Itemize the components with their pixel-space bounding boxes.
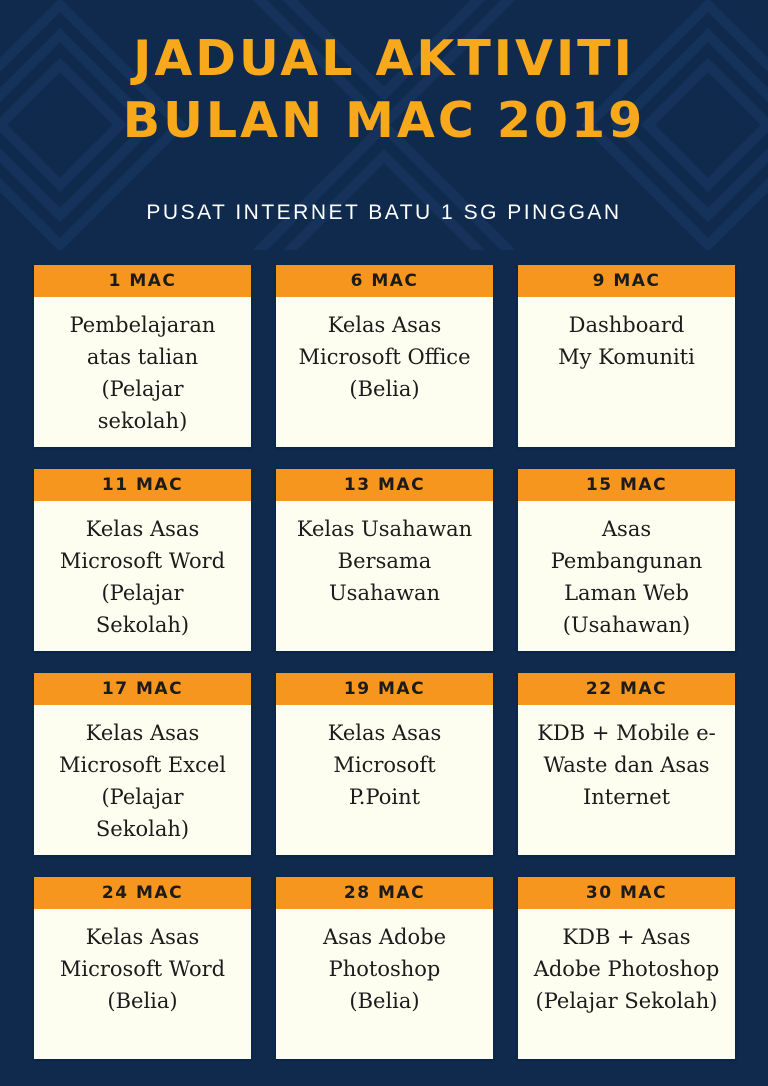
activity-card xyxy=(276,877,493,1059)
activity-card xyxy=(518,265,735,447)
activity-card xyxy=(276,265,493,447)
activity-date: 15 MAC xyxy=(518,469,735,501)
activity-date: 22 MAC xyxy=(518,673,735,705)
activity-date: 11 MAC xyxy=(34,469,251,501)
page-subtitle: PUSAT INTERNET BATU 1 SG PINGGAN xyxy=(146,201,622,224)
activity-description: Asas Adobe Photoshop (Belia) xyxy=(322,925,447,1013)
title-line-1: JADUAL AKTIVITI xyxy=(133,30,635,87)
activity-date: 9 MAC xyxy=(518,265,735,297)
activity-date: 28 MAC xyxy=(276,877,493,909)
activity-date: 19 MAC xyxy=(276,673,493,705)
activity-card xyxy=(276,673,493,855)
activity-card xyxy=(34,265,251,447)
activity-card xyxy=(34,877,251,1059)
activity-description: Kelas Usahawan Bersama Usahawan xyxy=(296,517,473,605)
activity-card xyxy=(518,673,735,855)
title-line-2: BULAN MAC 2019 xyxy=(122,92,646,149)
activity-description: Kelas Asas Microsoft Office (Belia) xyxy=(298,313,471,401)
activity-date: 1 MAC xyxy=(34,265,251,297)
activity-description: Pembelajaran atas talian (Pelajar sekolah) xyxy=(69,313,216,433)
activity-card xyxy=(518,469,735,651)
activity-date: 17 MAC xyxy=(34,673,251,705)
activity-description: Kelas Asas Microsoft Word (Belia) xyxy=(59,925,226,1013)
activity-card xyxy=(34,673,251,855)
activity-description: Dashboard My Komuniti xyxy=(558,313,695,369)
activity-card xyxy=(276,469,493,651)
activity-date: 13 MAC xyxy=(276,469,493,501)
activity-grid xyxy=(34,265,736,1059)
activity-date: 6 MAC xyxy=(276,265,493,297)
activity-description: Kelas Asas Microsoft Word (Pelajar Sekolah) xyxy=(59,517,226,637)
page-title xyxy=(0,28,768,152)
activity-description: Asas Pembangunan Laman Web (Usahawan) xyxy=(550,517,703,637)
activity-description: Kelas Asas Microsoft Excel (Pelajar Sekolah) xyxy=(58,721,227,841)
activity-description: KDB + Mobile e- Waste dan Asas Internet xyxy=(537,721,716,809)
activity-card xyxy=(518,877,735,1059)
activity-date: 30 MAC xyxy=(518,877,735,909)
activity-date: 24 MAC xyxy=(34,877,251,909)
activity-description: Kelas Asas Microsoft P.Point xyxy=(327,721,442,809)
activity-card xyxy=(34,469,251,651)
activity-description: KDB + Asas Adobe Photoshop (Pelajar Sekolah) xyxy=(533,925,720,1013)
